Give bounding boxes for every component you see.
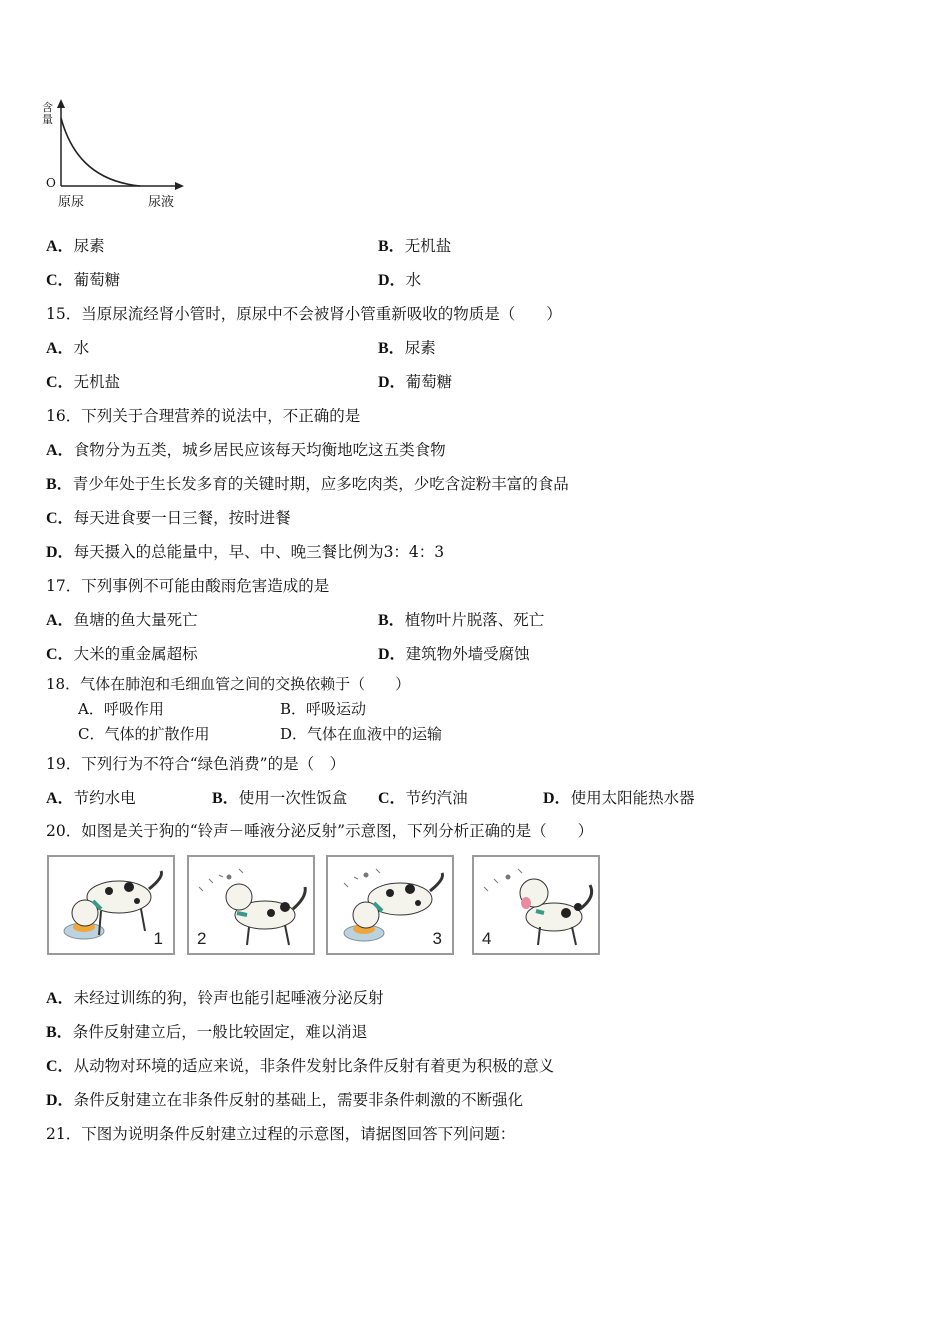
comic-panel-2 xyxy=(187,855,315,955)
q20-option-d: D．条件反射建立在非条件反射的基础上，需要非条件刺激的不断强化 xyxy=(46,1091,524,1109)
q16-option-d: D．每天摄入的总能量中，早、中、晚三餐比例为3：4：3 xyxy=(46,543,445,561)
panel-number: 4 xyxy=(482,929,492,948)
y-axis-label: 含量 xyxy=(42,101,53,126)
q17-option-b: B．植物叶片脱落、死亡 xyxy=(378,611,545,629)
comic-panel-3 xyxy=(326,855,454,955)
comic-panel-1 xyxy=(47,855,175,955)
q19-stem: 19．下列行为不符合“绿色消费”的是（ ） xyxy=(46,755,346,773)
q16-option-c: C．每天进食要一日三餐，按时进餐 xyxy=(46,509,291,527)
q18-option-a: A．呼吸作用 xyxy=(78,700,164,718)
comic-panel-4 xyxy=(472,855,600,955)
q18-stem: 18．气体在肺泡和毛细血管之间的交换依赖于（ ） xyxy=(46,675,411,693)
q16-option-b: B．青少年处于生长发多育的关键时期，应多吃肉类，少吃含淀粉丰富的食品 xyxy=(46,475,569,493)
q14-option-d: D．水 xyxy=(378,271,422,289)
panel-number: 2 xyxy=(197,929,207,948)
q18-option-b: B．呼吸运动 xyxy=(280,700,367,718)
q17-stem: 17．下列事例不可能由酸雨危害造成的是 xyxy=(46,577,330,595)
q17-option-d: D．建筑物外墙受腐蚀 xyxy=(378,645,530,663)
origin-label: O xyxy=(46,176,56,190)
q19-option-a: A．节约水电 xyxy=(46,789,136,807)
q16-stem: 16．下列关于合理营养的说法中，不正确的是 xyxy=(46,407,361,425)
q19-option-c: C．节约汽油 xyxy=(378,789,468,807)
dog-hearing-bell-icon xyxy=(189,857,313,953)
q20-option-c: C．从动物对环境的适应来说，非条件发射比条件反射有着更为积极的意义 xyxy=(46,1057,555,1075)
q21-stem: 21．下图为说明条件反射建立过程的示意图，请据图回答下列问题： xyxy=(46,1125,516,1143)
q15-stem: 15．当原尿流经肾小管时，原尿中不会被肾小管重新吸收的物质是（ ） xyxy=(46,305,562,323)
panel-number: 3 xyxy=(432,929,442,948)
q20-option-b: B．条件反射建立后，一般比较固定，难以消退 xyxy=(46,1023,368,1041)
q14-option-c: C．葡萄糖 xyxy=(46,271,121,289)
q14-option-a: A．尿素 xyxy=(46,237,105,255)
dog-salivating-icon xyxy=(474,857,598,953)
q14-option-b: B．无机盐 xyxy=(378,237,452,255)
q17-option-c: C．大米的重金属超标 xyxy=(46,645,198,663)
content-curve-figure xyxy=(40,96,190,211)
q16-option-a: A．食物分为五类，城乡居民应该每天均衡地吃这五类食物 xyxy=(46,441,446,459)
q20-option-a: A．未经过训练的狗，铃声也能引起唾液分泌反射 xyxy=(46,989,384,1007)
q17-option-a: A．鱼塘的鱼大量死亡 xyxy=(46,611,198,629)
q20-stem: 20．如图是关于狗的“铃声－唾液分泌反射”示意图，下列分析正确的是（ ） xyxy=(46,822,594,840)
q18-option-d: D．气体在血液中的运输 xyxy=(280,725,443,743)
q15-option-d: D．葡萄糖 xyxy=(378,373,453,391)
q15-option-a: A．水 xyxy=(46,339,90,357)
q15-option-b: B．尿素 xyxy=(378,339,436,357)
x-start-label: 原尿 xyxy=(58,195,85,210)
panel-number: 1 xyxy=(153,929,163,948)
x-end-label: 尿液 xyxy=(148,195,175,210)
q19-option-d: D．使用太阳能热水器 xyxy=(543,789,695,807)
q15-option-c: C．无机盐 xyxy=(46,373,121,391)
q18-option-c: C．气体的扩散作用 xyxy=(78,725,210,743)
q19-option-b: B．使用一次性饭盒 xyxy=(212,789,348,807)
